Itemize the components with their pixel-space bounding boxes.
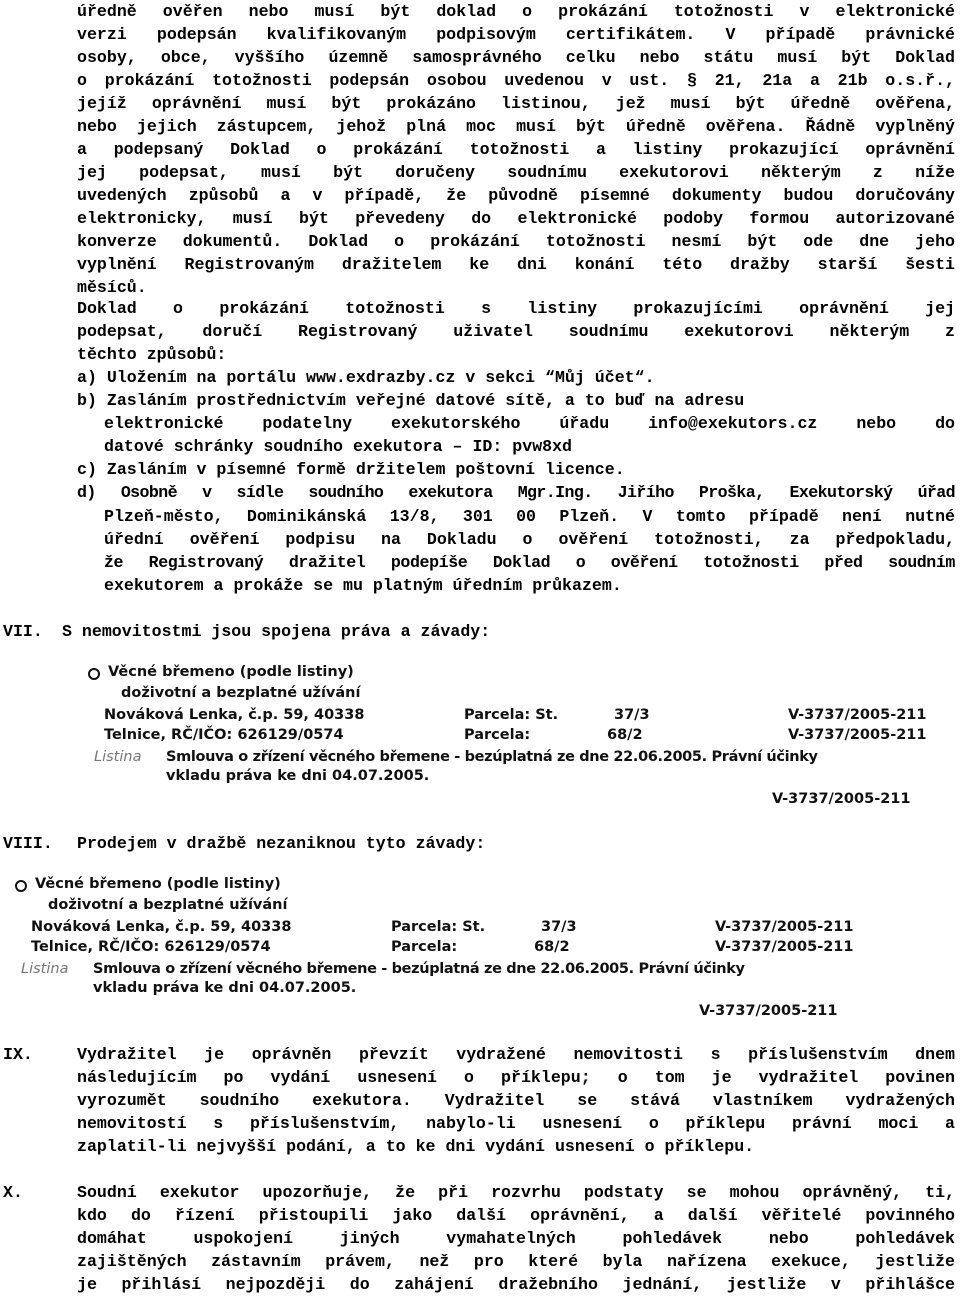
reference-number: V-3737/2005-211 [788, 707, 927, 723]
text-line: domáhat uspokojení jiných vymahatelných pohledávek nebo pohledávek [77, 1229, 955, 1248]
section-number: X. [3, 1183, 23, 1202]
text-line: úředně ověřen nebo musí být doklad o prokázání totožnosti v elektronické [77, 2, 955, 21]
section-title: Prodejem v dražbě nezaniknou tyto závady: [77, 834, 486, 853]
option-b [77, 389, 955, 412]
option-b-text: b) Zasláním prostřednictvím veřejné datové sítě, a to buď na adresu [77, 391, 745, 410]
text-line: Plzeň-město, Dominikánská 13/8, 301 00 Plzeň. V tomto případě není nutné [104, 507, 955, 526]
bullet-icon [88, 668, 100, 680]
intro-paragraph [77, 0, 955, 299]
deed-text: Smlouva o zřízení věcného břemene - bezúplatná ze dne 22.06.2005. Právní účinky [166, 749, 818, 765]
encumbrance-owner: Nováková Lenka, č.p. 59, 40338 [104, 707, 365, 723]
text-line: exekutorem a prokáže se mu platným úředním průkazem. [104, 576, 622, 595]
text-line: a podepsaný Doklad o prokázání totožnosti a listiny prokazující oprávnění [77, 140, 955, 159]
encumbrance-scan-viii [13, 876, 893, 1026]
encumbrance-location: Telnice, RČ/IČO: 626129/0574 [104, 727, 344, 743]
option-a-text: a) Uložením na portálu www.exdrazby.cz v sekci “Můj účet“. [77, 368, 655, 387]
text-line: jej podepsat, musí být doručeny soudnímu exekutorovi některým z níže [77, 163, 955, 182]
section-number: VIII. [3, 834, 53, 853]
text-line: o prokázání totožnosti podepsán osobou uvedenou v ust. § 21, 21a a 21b o.s.ř., [77, 71, 955, 90]
reference-number: V-3737/2005-211 [699, 1003, 838, 1019]
text-line: vyrozumět soudního exekutora. Vydražitel se stává vlastníkem vydražených [77, 1091, 955, 1110]
text-line: nemovitostí s příslušenstvím, nabylo-li usnesení o příklepu právní moci a [77, 1114, 955, 1133]
encumbrance-scan-vii [86, 664, 956, 814]
deed-text: Smlouva o zřízení věcného břemene - bezúplatná ze dne 22.06.2005. Právní účinky [93, 961, 745, 977]
text-line: Vydražitel je oprávněn převzít vydražené nemovitosti s příslušenstvím dnem [77, 1045, 955, 1064]
option-c [77, 458, 955, 481]
section-viii-heading [0, 832, 960, 855]
text-line: podepsat, doručí Registrovaný uživatel soudnímu exekutorovi některým z [77, 322, 955, 341]
parcel-number: 37/3 [541, 919, 577, 935]
text-line: jejíž oprávnění musí být prokázáno listinou, jež musí být úředně ověřena, [77, 94, 955, 113]
option-c-text: c) Zasláním v písemné formě držitelem poštovní licence. [77, 460, 625, 479]
encumbrance-owner: Nováková Lenka, č.p. 59, 40338 [31, 919, 292, 935]
deed-label: Listina [21, 961, 69, 977]
text-line: elektronicky, musí být převedeny do elektronické podoby formou autorizované [77, 209, 955, 228]
encumbrance-location: Telnice, RČ/IČO: 626129/0574 [31, 939, 271, 955]
text-line: osoby, obce, vyššího územně samosprávného celku nebo státu musí být Doklad [77, 48, 955, 67]
deed-text: vkladu práva ke dni 04.07.2005. [93, 980, 357, 996]
encumbrance-subheading: doživotní a bezplatné užívání [48, 897, 288, 913]
text-line: kdo do řízení přistoupili jako další oprávnění, a další věřitelé povinného [77, 1206, 955, 1225]
bullet-icon [15, 880, 27, 892]
text-line: měsíců. [77, 278, 147, 297]
reference-number: V-3737/2005-211 [715, 939, 854, 955]
option-a [77, 366, 955, 389]
section-title: S nemovitostmi jsou spojena práva a závady: [62, 622, 491, 641]
section-vii-heading [0, 620, 960, 643]
text-line: konverze dokumentů. Doklad o prokázání totožnosti nesmí být ode dne jeho [77, 232, 955, 251]
text-line: Soudní exekutor upozorňuje, že při rozvrhu podstaty se mohou oprávněný, ti, [77, 1183, 955, 1202]
parcel-label: Parcela: [464, 727, 531, 743]
parcel-number: 37/3 [614, 707, 650, 723]
text-line: Doklad o prokázání totožnosti s listiny prokazujícími oprávnění jej [77, 299, 955, 318]
parcel-label: Parcela: [391, 939, 458, 955]
deed-label: Listina [94, 749, 142, 765]
parcel-number: 68/2 [534, 939, 570, 955]
text-line: uvedených způsobů a v případě, že původně písemné dokumenty budou doručovány [77, 186, 955, 205]
option-d-continued [104, 505, 955, 597]
text-line: datové schránky soudního exekutora – ID: pvw8xd [104, 437, 573, 456]
text-line: že Registrovaný dražitel podepíše Doklad o ověření totožnosti před soudním [104, 553, 955, 572]
text-line: těchto způsobů: [77, 345, 227, 364]
option-b-continued [104, 412, 955, 458]
section-number: VII. [3, 622, 43, 641]
section-number: IX. [3, 1045, 33, 1064]
text-line: vyplnění Registrovaným dražitelem ke dni konání této dražby starší šesti [77, 255, 955, 274]
reference-number: V-3737/2005-211 [788, 727, 927, 743]
text-line: úřední ověření podpisu na Dokladu o ověření totožnosti, za předpokladu, [104, 530, 955, 549]
encumbrance-heading: Věcné břemeno (podle listiny) [35, 876, 281, 892]
text-line: verzi podepsán kvalifikovaným podpisovým certifikátem. V případě právnické [77, 25, 955, 44]
text-line: je přihlásí nejpozději do zahájení dražebního jednání, jestliže v přihlášce [77, 1275, 955, 1294]
text-line: následujícím po vydání usnesení o příklepu; o tom je vydražitel povinen [77, 1068, 955, 1087]
reference-number: V-3737/2005-211 [772, 791, 911, 807]
parcel-label: Parcela: St. [391, 919, 486, 935]
text-line: zajištěných zástavním právem, než pro které byla nařízena exekuce, jestliže [77, 1252, 955, 1271]
parcel-label: Parcela: St. [464, 707, 559, 723]
text-line: nebo jejich zástupcem, jehož plná moc musí být úředně ověřena. Řádně vyplněný [77, 117, 955, 136]
text-line: elektronické podatelny exekutorského úřadu info@exekutors.cz nebo do [104, 414, 955, 433]
parcel-number: 68/2 [607, 727, 643, 743]
delivery-paragraph [77, 297, 955, 366]
deed-text: vkladu práva ke dni 04.07.2005. [166, 768, 430, 784]
option-d-text: d) Osobně v sídle soudního exekutora Mgr.Ing. Jiřího Proška, Exekutorský úřad [77, 483, 955, 502]
text-line: zaplatil-li nejvyšší podání, a to ke dni vydání usnesení o příklepu. [77, 1137, 755, 1156]
reference-number: V-3737/2005-211 [715, 919, 854, 935]
option-d [77, 481, 955, 504]
encumbrance-subheading: doživotní a bezplatné užívání [121, 685, 361, 701]
encumbrance-heading: Věcné břemeno (podle listiny) [108, 664, 354, 680]
